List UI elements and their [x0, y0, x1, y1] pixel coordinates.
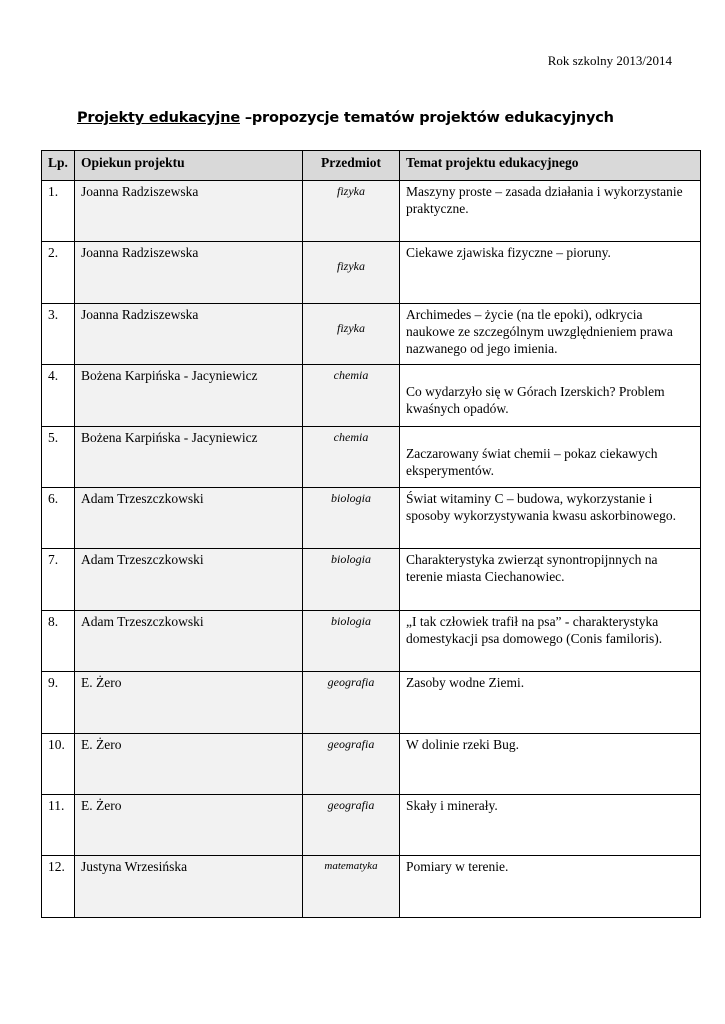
- cell-lp: 7.: [42, 549, 75, 610]
- cell-subject: [303, 303, 400, 364]
- cell-subject: geografia: [303, 733, 400, 794]
- cell-owner: Joanna Radziszewska: [75, 181, 303, 242]
- subject-text: fizyka: [337, 259, 365, 274]
- table-row: [42, 794, 701, 855]
- cell-subject: geografia: [303, 794, 400, 855]
- table-row: [42, 303, 701, 364]
- document-title: [77, 110, 677, 126]
- cell-subject: biologia: [303, 549, 400, 610]
- school-year: Rok szkolny 2013/2014: [547, 53, 672, 68]
- cell-owner: Bożena Karpińska - Jacyniewicz: [75, 365, 303, 426]
- table-row: [42, 610, 701, 671]
- cell-lp: 3.: [42, 303, 75, 364]
- cell-owner: E. Żero: [75, 794, 303, 855]
- cell-lp: 6.: [42, 487, 75, 548]
- cell-topic: Maszyny proste – zasada działania i wykorzystanie praktyczne.: [400, 181, 701, 242]
- cell-subject: [303, 242, 400, 303]
- column-header-lp: Lp.: [42, 151, 75, 181]
- cell-topic: W dolinie rzeki Bug.: [400, 733, 701, 794]
- column-header-subject: Przedmiot: [303, 151, 400, 181]
- cell-subject: chemia: [303, 426, 400, 487]
- cell-topic: Pomiary w terenie.: [400, 856, 701, 917]
- cell-topic: Świat witaminy C – budowa, wykorzystanie i sposoby wykorzystywania kwasu askorbinowego.: [400, 487, 701, 548]
- cell-topic: Skały i minerały.: [400, 794, 701, 855]
- cell-topic: Ciekawe zjawiska fizyczne – pioruny.: [400, 242, 701, 303]
- cell-owner: Joanna Radziszewska: [75, 303, 303, 364]
- cell-lp: 4.: [42, 365, 75, 426]
- table-row: [42, 242, 701, 303]
- cell-subject: geografia: [303, 672, 400, 733]
- table-row: [42, 181, 701, 242]
- cell-owner: Joanna Radziszewska: [75, 242, 303, 303]
- cell-owner: Justyna Wrzesińska: [75, 856, 303, 917]
- column-header-topic: Temat projektu edukacyjnego: [400, 151, 701, 181]
- table-row: [42, 672, 701, 733]
- topic-text: Zaczarowany świat chemii – pokaz ciekawych eksperymentów.: [406, 445, 658, 478]
- cell-lp: 2.: [42, 242, 75, 303]
- table-row: [42, 365, 701, 426]
- cell-owner: E. Żero: [75, 672, 303, 733]
- cell-lp: 1.: [42, 181, 75, 242]
- cell-owner: Adam Trzeszczkowski: [75, 549, 303, 610]
- cell-lp: 5.: [42, 426, 75, 487]
- table-row: [42, 856, 701, 917]
- cell-topic: [400, 365, 701, 426]
- cell-topic: Charakterystyka zwierząt synontropijnnych na terenie miasta Ciechanowiec.: [400, 549, 701, 610]
- subject-text: fizyka: [337, 320, 365, 335]
- cell-topic: Zasoby wodne Ziemi.: [400, 672, 701, 733]
- table-row: [42, 487, 701, 548]
- cell-lp: 9.: [42, 672, 75, 733]
- cell-subject: biologia: [303, 487, 400, 548]
- cell-lp: 12.: [42, 856, 75, 917]
- cell-owner: Adam Trzeszczkowski: [75, 610, 303, 671]
- projects-table: [41, 150, 701, 918]
- cell-lp: 10.: [42, 733, 75, 794]
- cell-subject: biologia: [303, 610, 400, 671]
- table-row: [42, 549, 701, 610]
- table-header-row: [42, 151, 701, 181]
- cell-owner: Bożena Karpińska - Jacyniewicz: [75, 426, 303, 487]
- cell-owner: Adam Trzeszczkowski: [75, 487, 303, 548]
- table-row: [42, 733, 701, 794]
- cell-topic: [400, 426, 701, 487]
- cell-topic: „I tak człowiek trafił na psa” - charakterystyka domestykacji psa domowego (Conis familoris).: [400, 610, 701, 671]
- cell-topic: Archimedes – życie (na tle epoki), odkrycia naukowe ze szczególnym uwzględnieniem prawa nazwanego od jego imienia.: [400, 303, 701, 364]
- table-row: [42, 426, 701, 487]
- cell-subject: chemia: [303, 365, 400, 426]
- cell-lp: 8.: [42, 610, 75, 671]
- cell-lp: 11.: [42, 794, 75, 855]
- column-header-owner: Opiekun projektu: [75, 151, 303, 181]
- topic-text: Co wydarzyło się w Górach Izerskich? Problem kwaśnych opadów.: [406, 384, 665, 417]
- title-underlined-part: Projekty edukacyjne: [77, 110, 240, 126]
- cell-subject: matematyka: [303, 856, 400, 917]
- title-rest: –propozycje tematów projektów edukacyjnych: [239, 110, 614, 126]
- cell-owner: E. Żero: [75, 733, 303, 794]
- cell-subject: fizyka: [303, 181, 400, 242]
